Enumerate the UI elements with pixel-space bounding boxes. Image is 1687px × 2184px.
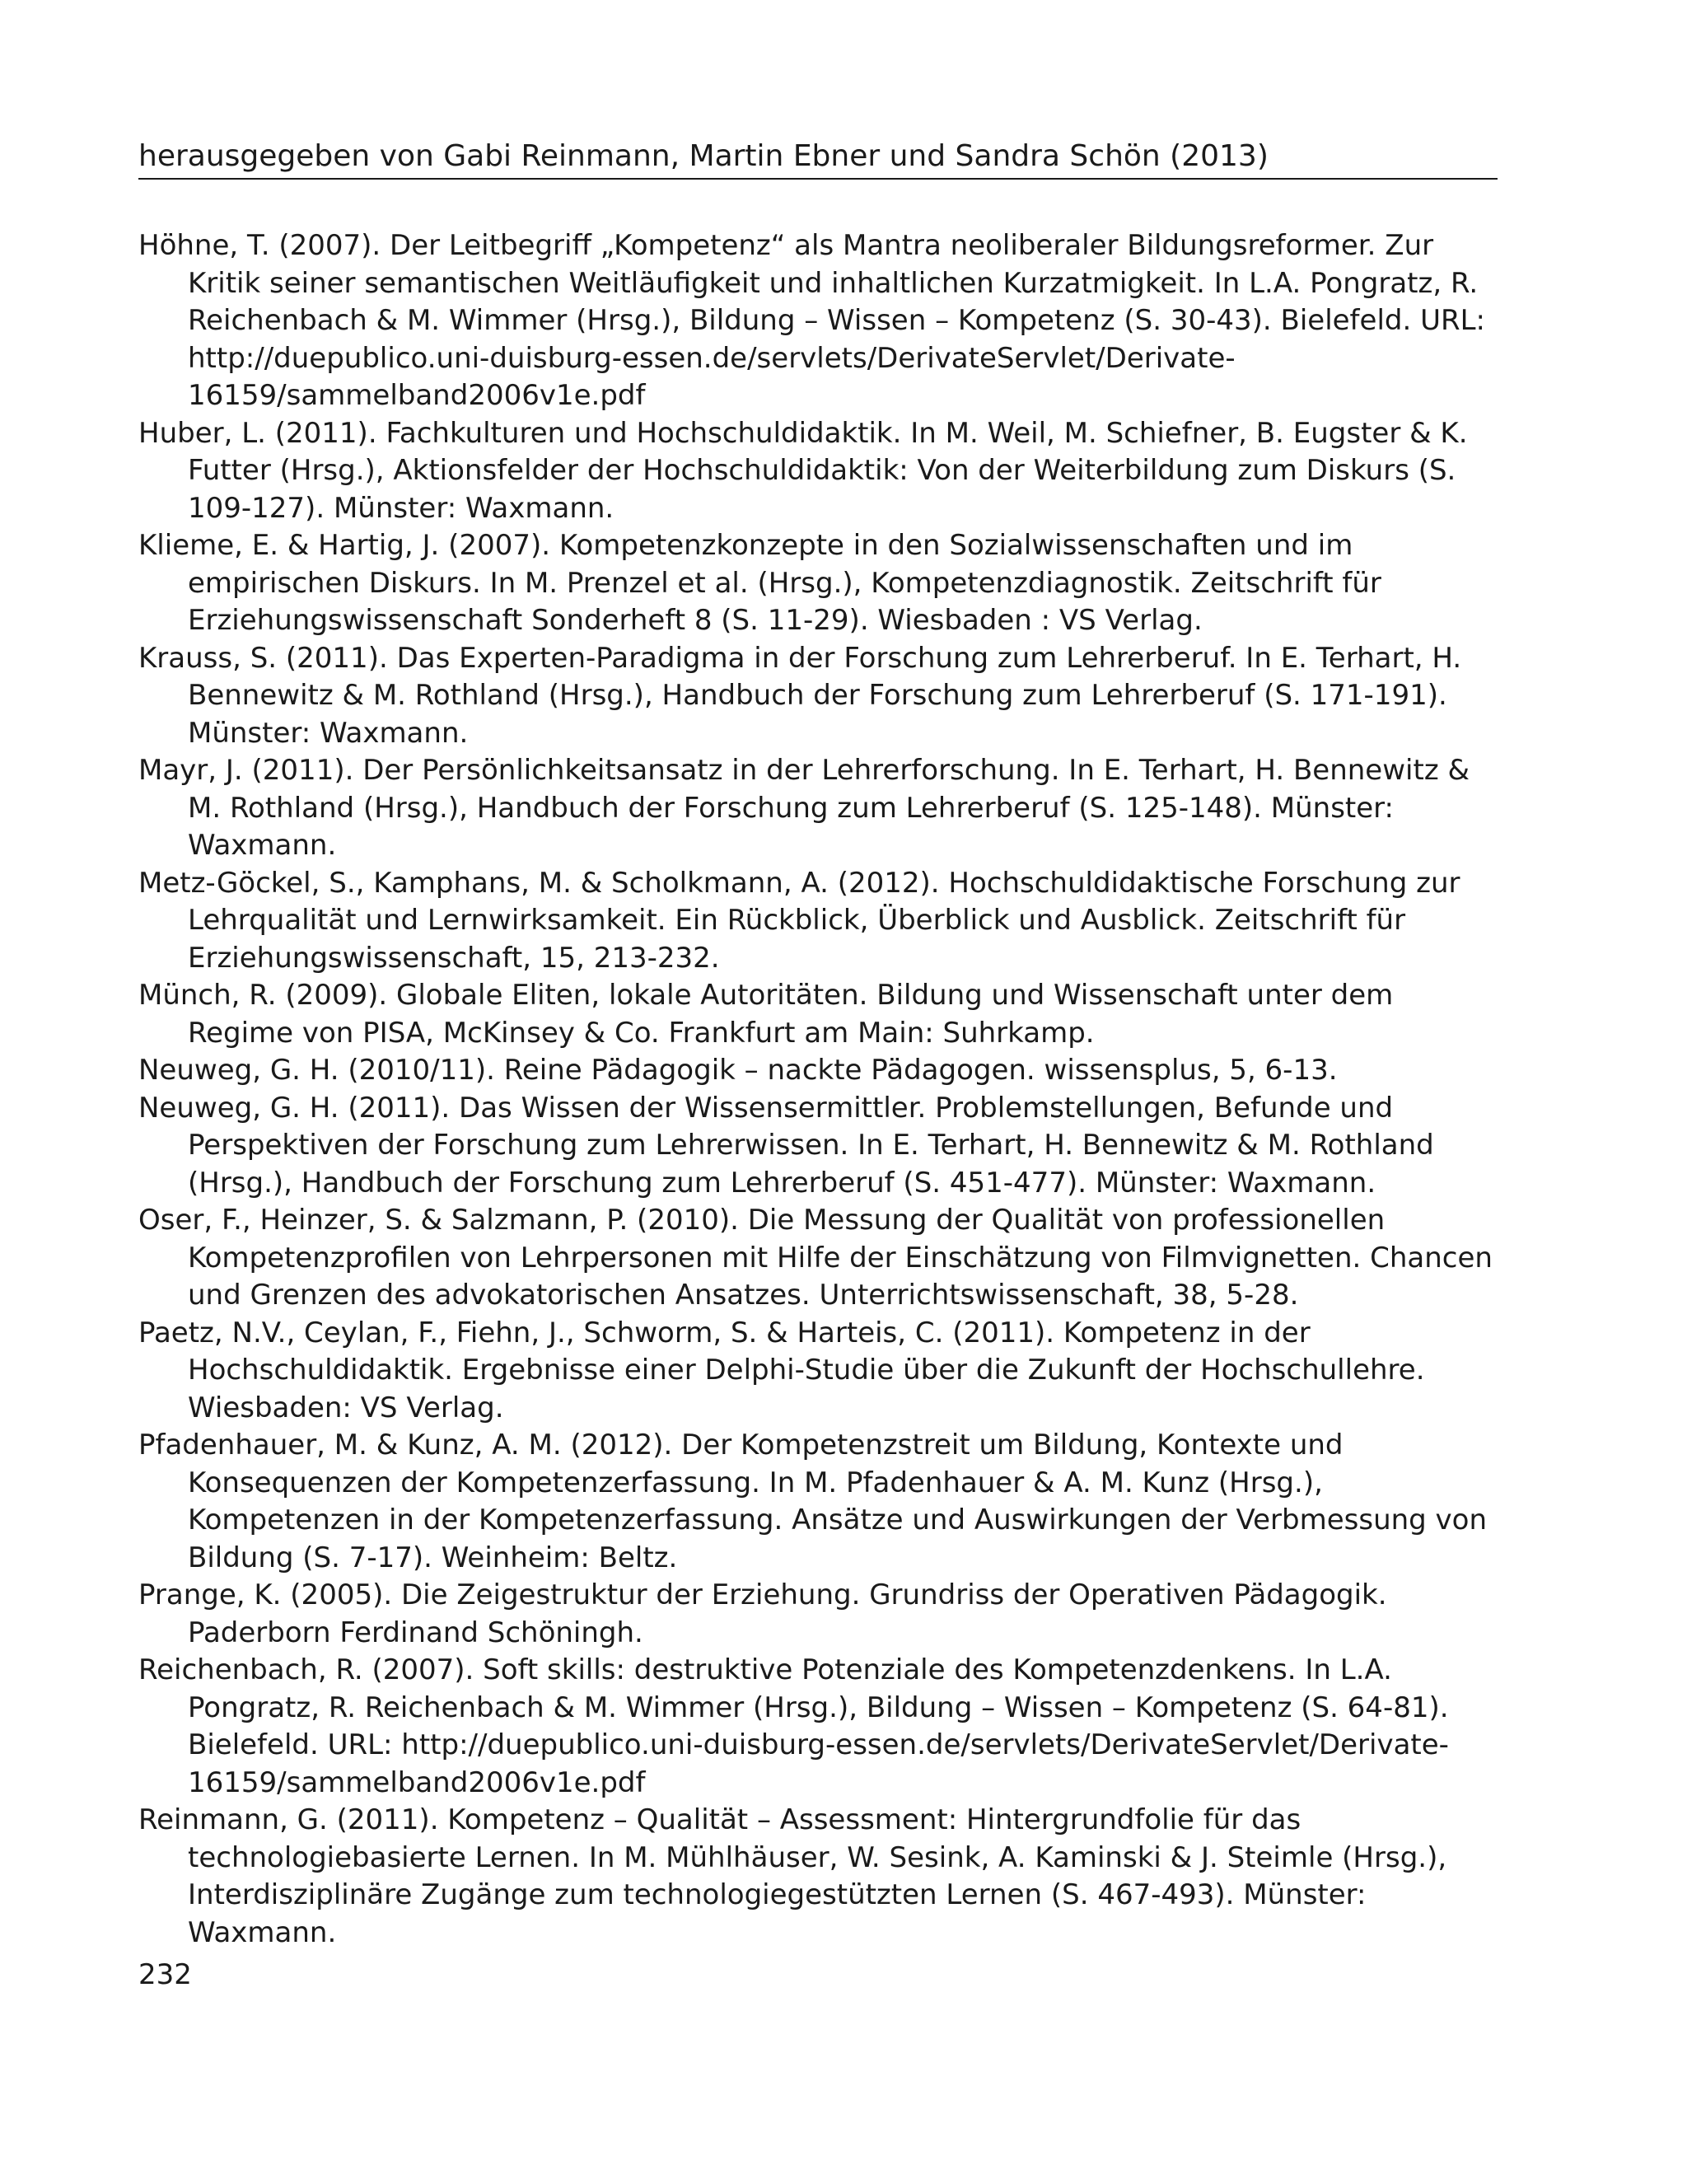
- reference-hoehne-2007: Höhne, T. (2007). Der Leitbegriff „Kompetenz“ als Mantra neoliberaler Bildungsreformer. Zur Kritik seiner semantischen Weitläufigkeit und inhaltlichen Kurzatmigkeit. In L.A. Pongratz, R. Reichenbach & M. Wimmer (Hrsg.), Bildung – Wissen – Kompetenz (S. 30-43). Bielefeld. URL: http://duepublico.uni-duisburg-essen.de/servlets/DerivateServlet/Derivate-16159/sammelband2006v1e.pdf: [138, 229, 1485, 412]
- reference-oser-2010: Oser, F., Heinzer, S. & Salzmann, P. (2010). Die Messung der Qualität von professionellen Kompetenzprofilen von Lehrpersonen mit Hilfe der Einschätzung von Filmvignetten. Chancen und Grenzen des advokatorischen Ansatzes. Unterrichtswissenschaft, 38, 5-28.: [138, 1204, 1493, 1312]
- running-header: herausgegeben von Gabi Reinmann, Martin Ebner und Sandra Schön (2013): [138, 137, 1498, 180]
- reference-reinmann-2011: Reinmann, G. (2011). Kompetenz – Qualität – Assessment: Hintergrundfolie für das technologiebasierte Lernen. In M. Mühlhäuser, W. Sesink, A. Kaminski & J. Steimle (Hrsg.), Interdisziplinäre Zugänge zum technologiegestützten Lernen (S. 467-493). Münster: Waxmann.: [138, 1803, 1447, 1949]
- reference-metz-goeckel-2012: Metz-Göckel, S., Kamphans, M. & Scholkmann, A. (2012). Hochschuldidaktische Forschung zur Lehrqualität und Lernwirksamkeit. Ein Rückblick, Überblick und Ausblick. Zeitschrift für Erziehungswissenschaft, 15, 213-232.: [138, 866, 1460, 975]
- reference-reichenbach-2007: Reichenbach, R. (2007). Soft skills: destruktive Potenziale des Kompetenzdenkens. In L.A. Pongratz, R. Reichenbach & M. Wimmer (Hrsg.), Bildung – Wissen – Kompetenz (S. 64-81). Bielefeld. URL: http://duepublico.uni-duisburg-essen.de/servlets/DerivateServlet/Derivate-16159/sammelband2006v1e.pdf: [138, 1653, 1449, 1799]
- reference-paetz-2011: Paetz, N.V., Ceylan, F., Fiehn, J., Schworm, S. & Harteis, C. (2011). Kompetenz in der Hochschuldidaktik. Ergebnisse einer Delphi-Studie über die Zukunft der Hochschullehre. Wiesbaden: VS Verlag.: [138, 1316, 1425, 1424]
- reference-klieme-2007: Klieme, E. & Hartig, J. (2007). Kompetenzkonzepte in den Sozialwissenschaften und im empirischen Diskurs. In M. Prenzel et al. (Hrsg.), Kompetenzdiagnostik. Zeitschrift für Erziehungswissenschaft Sonderheft 8 (S. 11-29). Wiesbaden : VS Verlag.: [138, 529, 1381, 637]
- reference-muench-2009: Münch, R. (2009). Globale Eliten, lokale Autoritäten. Bildung und Wissenschaft unter dem Regime von PISA, McKinsey & Co. Frankfurt am Main: Suhrkamp.: [138, 979, 1394, 1050]
- reference-neuweg-2011: Neuweg, G. H. (2011). Das Wissen der Wissensermittler. Problemstellungen, Befunde und Perspektiven der Forschung zum Lehrerwissen. In E. Terhart, H. Bennewitz & M. Rothland (Hrsg.), Handbuch der Forschung zum Lehrerberuf (S. 451-477). Münster: Waxmann.: [138, 1091, 1434, 1200]
- page-number: 232: [138, 1958, 192, 1991]
- reference-huber-2011: Huber, L. (2011). Fachkulturen und Hochschuldidaktik. In M. Weil, M. Schiefner, B. Eugster & K. Futter (Hrsg.), Aktionsfelder der Hochschuldidaktik: Von der Weiterbildung zum Diskurs (S. 109-127). Münster: Waxmann.: [138, 416, 1468, 525]
- reference-mayr-2011: Mayr, J. (2011). Der Persönlichkeitsansatz in der Lehrerforschung. In E. Terhart, H. Bennewitz & M. Rothland (Hrsg.), Handbuch der Forschung zum Lehrerberuf (S. 125-148). Münster: Waxmann.: [138, 754, 1470, 862]
- reference-pfadenhauer-2012: Pfadenhauer, M. & Kunz, A. M. (2012). Der Kompetenzstreit um Bildung, Kontexte und Konsequenzen der Kompetenzerfassung. In M. Pfadenhauer & A. M. Kunz (Hrsg.), Kompetenzen in der Kompetenzerfassung. Ansätze und Auswirkungen der Verbmessung von Bildung (S. 7-17). Weinheim: Beltz.: [138, 1429, 1488, 1574]
- reference-krauss-2011: Krauss, S. (2011). Das Experten-Paradigma in der Forschung zum Lehrerberuf. In E. Terhart, H. Bennewitz & M. Rothland (Hrsg.), Handbuch der Forschung zum Lehrerberuf (S. 171-191). Münster: Waxmann.: [138, 641, 1462, 750]
- reference-neuweg-2010: Neuweg, G. H. (2010/11). Reine Pädagogik – nackte Pädagogen. wissensplus, 5, 6-13.: [138, 1054, 1338, 1087]
- reference-prange-2005: Prange, K. (2005). Die Zeigestruktur der Erziehung. Grundriss der Operativen Pädagogik. Paderborn Ferdinand Schöningh.: [138, 1578, 1387, 1649]
- reference-list: [138, 227, 1498, 1952]
